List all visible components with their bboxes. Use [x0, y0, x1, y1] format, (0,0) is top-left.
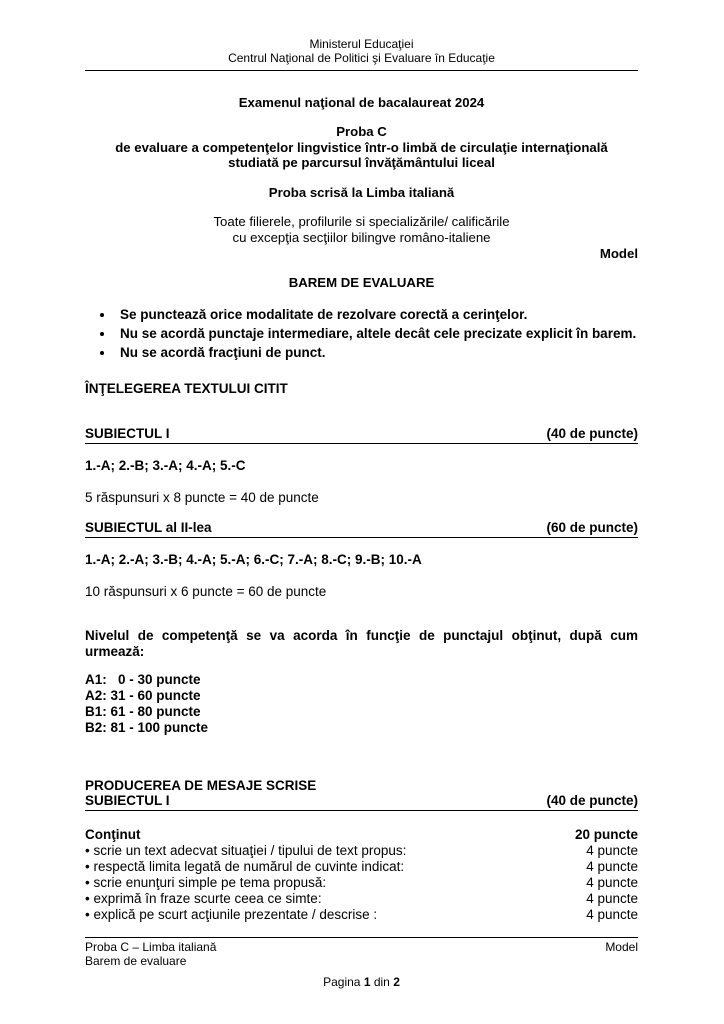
writing-subject1-label: SUBIECTUL I	[85, 793, 170, 809]
written-test-subject: Proba scrisă la Limba italiană	[268, 184, 455, 200]
subject1-row	[85, 426, 638, 444]
page-number-prefix: Pagina	[323, 974, 364, 989]
content-item-points: 4 puncte	[586, 891, 638, 907]
content-item-points: 4 puncte	[586, 859, 638, 875]
rule-item: • Nu se acordă punctaje intermediare, altele decât cele precizate explicit în barem.	[115, 326, 638, 342]
page-number-current: 1	[363, 974, 371, 989]
footer-model-label: Model	[605, 939, 638, 954]
level-b2: B2: 81 - 100 puncte	[85, 719, 209, 735]
reading-section-heading: ÎNŢELEGEREA TEXTULUI CITIT	[85, 380, 288, 396]
ministry-header	[85, 38, 638, 71]
subject1-calc: 5 răspunsuri x 8 puncte = 40 de puncte	[85, 490, 319, 506]
content-label: Conţinut	[85, 827, 141, 843]
content-item-points: 4 puncte	[586, 907, 638, 922]
content-item-text: • explică pe scurt acţiunile prezentate / descrise :	[85, 907, 378, 922]
content-item-row	[85, 875, 638, 891]
footer-barem-label: Barem de evaluare	[85, 954, 187, 969]
page-footer	[85, 937, 638, 989]
exam-description-line1: de evaluare a competenţelor lingvistice într-o limbă de circulaţie internaţională	[115, 139, 608, 155]
levels-intro: Nivelul de competenţă se va acorda în funcţie de punctajul obţinut, după cum urmează:	[85, 628, 638, 659]
evaluation-rules-list	[115, 307, 638, 361]
level-a1: A1: 0 - 30 puncte	[85, 671, 201, 687]
exam-description-line2: studiată pe parcursul învăţământului liceal	[228, 155, 495, 171]
ministry-line: Ministerul Educaţiei	[309, 37, 414, 51]
writing-section-heading: PRODUCEREA DE MESAJE SCRISE	[85, 777, 317, 793]
level-a2: A2: 31 - 60 puncte	[85, 687, 201, 703]
filiere-line2: cu excepţia secţiilor bilingve româno-italiene	[232, 230, 491, 246]
institution-line: Centrul Naţional de Politici şi Evaluare în Educaţie	[228, 50, 495, 65]
subject1-label: SUBIECTUL I	[85, 426, 170, 442]
content-item-text: • scrie un text adecvat situaţiei / tipului de text propus:	[85, 843, 407, 859]
content-points: 20 puncte	[574, 827, 638, 843]
filiere-line1: Toate filierele, profilurile si specializările/ calificările	[213, 214, 510, 230]
subject2-calc: 10 răspunsuri x 6 puncte = 60 de puncte	[85, 584, 327, 600]
footer-top-row	[85, 940, 638, 954]
writing-subject1-points: (40 de puncte)	[546, 793, 638, 809]
content-item-text: • exprimă în fraze scurte ceea ce simte:	[85, 891, 322, 907]
title-block	[85, 95, 638, 291]
content-item-row	[85, 859, 638, 875]
subject2-points: (60 de puncte)	[546, 520, 638, 536]
rule-item: • Nu se acordă fracţiuni de punct.	[115, 345, 638, 361]
content-item-row	[85, 843, 638, 859]
writing-subject1-row	[85, 793, 638, 811]
barem-title: BAREM DE EVALUARE	[288, 275, 435, 291]
page-number-total: 2	[393, 974, 400, 989]
page-number-mid: din	[370, 974, 394, 989]
footer-exam-label: Proba C – Limba italiană	[85, 939, 217, 954]
subject2-row	[85, 520, 638, 538]
content-item-text: • scrie enunţuri simple pe tema propusă:	[85, 875, 327, 891]
subject1-points: (40 de puncte)	[546, 426, 638, 442]
content-item-row	[85, 907, 638, 923]
model-label: Model	[599, 245, 638, 261]
exam-title: Examenul naţional de bacalaureat 2024	[238, 94, 485, 110]
content-item-row	[85, 891, 638, 907]
page-number	[85, 975, 638, 989]
content-item-points: 4 puncte	[586, 875, 638, 891]
content-item-text: • respectă limita legată de numărul de cuvinte indicat:	[85, 859, 405, 875]
content-item-points: 4 puncte	[586, 843, 638, 859]
content-header-row	[85, 827, 638, 843]
level-b1: B1: 61 - 80 puncte	[85, 703, 201, 719]
rule-item: • Se punctează orice modalitate de rezolvare corectă a cerinţelor.	[115, 307, 638, 323]
subject2-answers: 1.-A; 2.-A; 3.-B; 4.-A; 5.-A; 6.-C; 7.-A; 8.-C; 9.-B; 10.-A	[85, 552, 422, 568]
proba-title: Proba C	[336, 124, 387, 140]
subject1-answers: 1.-A; 2.-B; 3.-A; 4.-A; 5.-C	[85, 458, 246, 474]
subject2-label: SUBIECTUL al II-lea	[85, 520, 212, 536]
